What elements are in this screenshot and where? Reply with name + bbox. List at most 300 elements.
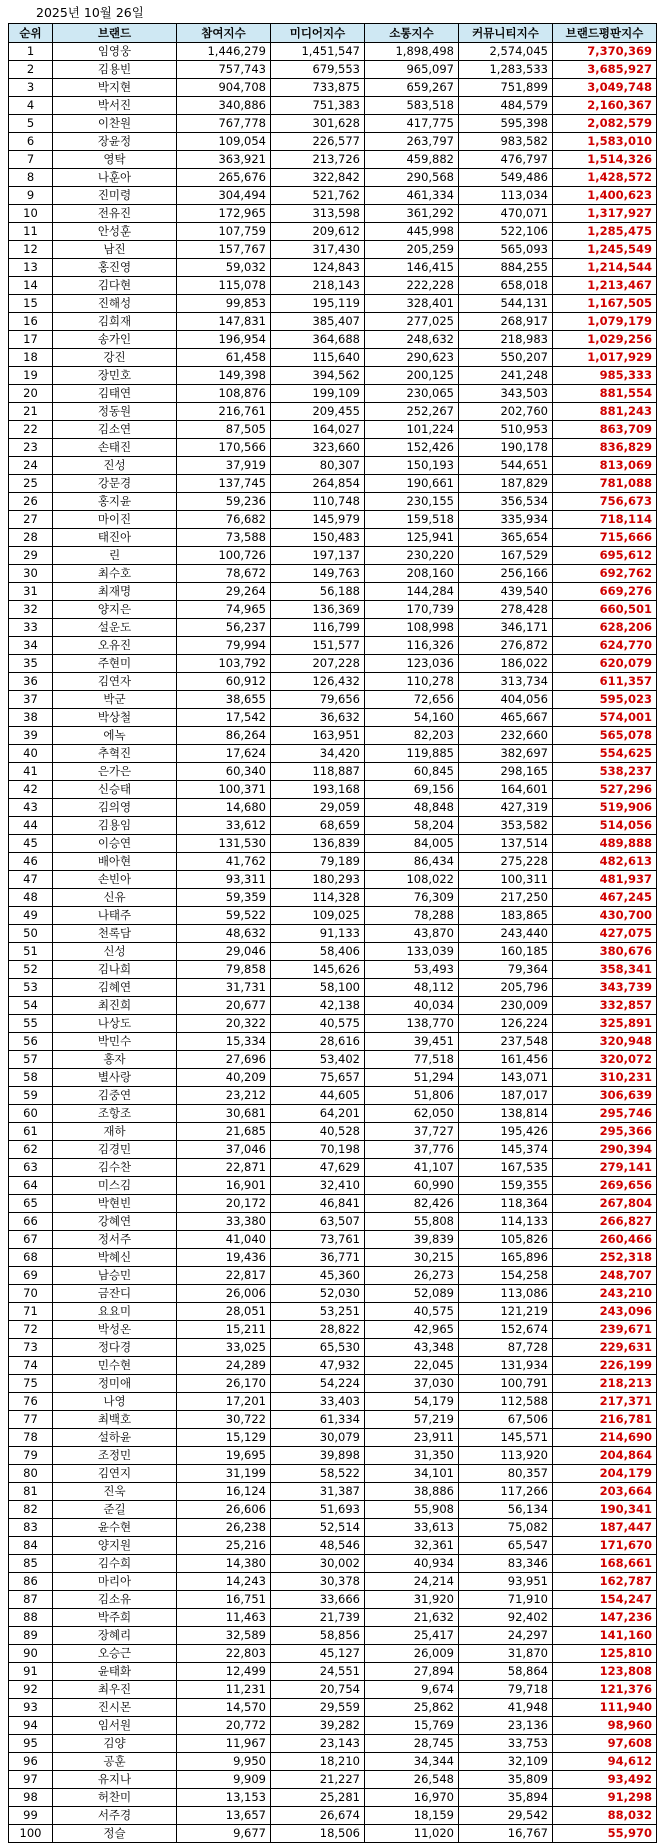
communication-cell: 26,009 bbox=[365, 1645, 459, 1663]
media-cell: 21,227 bbox=[271, 1771, 365, 1789]
participation-cell: 30,722 bbox=[177, 1411, 271, 1429]
communication-cell: 119,885 bbox=[365, 745, 459, 763]
rank-cell: 100 bbox=[9, 1825, 53, 1843]
reputation-cell: 91,298 bbox=[553, 1789, 657, 1807]
reputation-cell: 1,029,256 bbox=[553, 331, 657, 349]
reputation-cell: 718,114 bbox=[553, 511, 657, 529]
reputation-cell: 1,400,623 bbox=[553, 187, 657, 205]
communication-cell: 125,941 bbox=[365, 529, 459, 547]
media-cell: 32,410 bbox=[271, 1177, 365, 1195]
communication-cell: 37,776 bbox=[365, 1141, 459, 1159]
community-cell: 112,588 bbox=[459, 1393, 553, 1411]
rank-cell: 41 bbox=[9, 763, 53, 781]
reputation-cell: 162,787 bbox=[553, 1573, 657, 1591]
participation-cell: 21,685 bbox=[177, 1123, 271, 1141]
community-cell: 484,579 bbox=[459, 97, 553, 115]
table-row bbox=[9, 673, 657, 691]
media-cell: 213,726 bbox=[271, 151, 365, 169]
brand-cell: 나상도 bbox=[53, 1015, 177, 1033]
table-row bbox=[9, 1447, 657, 1465]
community-cell: 79,718 bbox=[459, 1681, 553, 1699]
participation-cell: 20,172 bbox=[177, 1195, 271, 1213]
brand-cell: 홍진영 bbox=[53, 259, 177, 277]
community-cell: 439,540 bbox=[459, 583, 553, 601]
communication-cell: 48,848 bbox=[365, 799, 459, 817]
communication-cell: 82,426 bbox=[365, 1195, 459, 1213]
community-cell: 29,542 bbox=[459, 1807, 553, 1825]
brand-cell: 진미령 bbox=[53, 187, 177, 205]
communication-cell: 54,179 bbox=[365, 1393, 459, 1411]
rank-cell: 64 bbox=[9, 1177, 53, 1195]
community-cell: 114,133 bbox=[459, 1213, 553, 1231]
rank-cell: 1 bbox=[9, 43, 53, 61]
table-row bbox=[9, 997, 657, 1015]
community-cell: 113,086 bbox=[459, 1285, 553, 1303]
media-cell: 25,281 bbox=[271, 1789, 365, 1807]
communication-cell: 37,030 bbox=[365, 1375, 459, 1393]
rank-cell: 87 bbox=[9, 1591, 53, 1609]
community-cell: 470,071 bbox=[459, 205, 553, 223]
communication-cell: 965,097 bbox=[365, 61, 459, 79]
media-cell: 209,612 bbox=[271, 223, 365, 241]
participation-cell: 14,380 bbox=[177, 1555, 271, 1573]
rank-cell: 95 bbox=[9, 1735, 53, 1753]
community-cell: 202,760 bbox=[459, 403, 553, 421]
participation-cell: 79,858 bbox=[177, 961, 271, 979]
rank-cell: 31 bbox=[9, 583, 53, 601]
reputation-cell: 125,810 bbox=[553, 1645, 657, 1663]
participation-cell: 99,853 bbox=[177, 295, 271, 313]
brand-cell: 김수찬 bbox=[53, 1159, 177, 1177]
brand-cell: 신승태 bbox=[53, 781, 177, 799]
table-row bbox=[9, 205, 657, 223]
brand-cell: 정슬 bbox=[53, 1825, 177, 1843]
community-cell: 595,398 bbox=[459, 115, 553, 133]
rank-cell: 3 bbox=[9, 79, 53, 97]
media-cell: 52,514 bbox=[271, 1519, 365, 1537]
communication-cell: 110,278 bbox=[365, 673, 459, 691]
participation-cell: 16,901 bbox=[177, 1177, 271, 1195]
rank-cell: 14 bbox=[9, 277, 53, 295]
brand-cell: 이승연 bbox=[53, 835, 177, 853]
reputation-cell: 111,940 bbox=[553, 1699, 657, 1717]
brand-cell: 전유진 bbox=[53, 205, 177, 223]
header-reputation: 브랜드평판지수 bbox=[553, 24, 657, 43]
community-cell: 510,953 bbox=[459, 421, 553, 439]
header-brand: 브랜드 bbox=[53, 24, 177, 43]
communication-cell: 25,417 bbox=[365, 1627, 459, 1645]
rank-cell: 81 bbox=[9, 1483, 53, 1501]
community-cell: 113,920 bbox=[459, 1447, 553, 1465]
table-row bbox=[9, 1789, 657, 1807]
rank-cell: 97 bbox=[9, 1771, 53, 1789]
table-row bbox=[9, 79, 657, 97]
reputation-cell: 514,056 bbox=[553, 817, 657, 835]
communication-cell: 18,159 bbox=[365, 1807, 459, 1825]
media-cell: 47,932 bbox=[271, 1357, 365, 1375]
reputation-cell: 881,554 bbox=[553, 385, 657, 403]
table-row bbox=[9, 1051, 657, 1069]
communication-cell: 583,518 bbox=[365, 97, 459, 115]
participation-cell: 108,876 bbox=[177, 385, 271, 403]
media-cell: 30,079 bbox=[271, 1429, 365, 1447]
community-cell: 160,185 bbox=[459, 943, 553, 961]
reputation-cell: 489,888 bbox=[553, 835, 657, 853]
participation-cell: 9,677 bbox=[177, 1825, 271, 1843]
table-row bbox=[9, 115, 657, 133]
media-cell: 751,383 bbox=[271, 97, 365, 115]
communication-cell: 21,632 bbox=[365, 1609, 459, 1627]
communication-cell: 328,401 bbox=[365, 295, 459, 313]
reputation-cell: 295,746 bbox=[553, 1105, 657, 1123]
table-row bbox=[9, 403, 657, 421]
table-row bbox=[9, 1591, 657, 1609]
brand-cell: 진성 bbox=[53, 457, 177, 475]
participation-cell: 1,446,279 bbox=[177, 43, 271, 61]
table-row bbox=[9, 1501, 657, 1519]
rank-cell: 37 bbox=[9, 691, 53, 709]
communication-cell: 58,204 bbox=[365, 817, 459, 835]
brand-cell: 추혁진 bbox=[53, 745, 177, 763]
community-cell: 476,797 bbox=[459, 151, 553, 169]
brand-cell: 조정민 bbox=[53, 1447, 177, 1465]
media-cell: 36,771 bbox=[271, 1249, 365, 1267]
reputation-cell: 624,770 bbox=[553, 637, 657, 655]
reputation-cell: 147,236 bbox=[553, 1609, 657, 1627]
communication-cell: 41,107 bbox=[365, 1159, 459, 1177]
table-row bbox=[9, 457, 657, 475]
rank-cell: 17 bbox=[9, 331, 53, 349]
media-cell: 56,188 bbox=[271, 583, 365, 601]
reputation-cell: 985,333 bbox=[553, 367, 657, 385]
communication-cell: 277,025 bbox=[365, 313, 459, 331]
community-cell: 67,506 bbox=[459, 1411, 553, 1429]
communication-cell: 33,613 bbox=[365, 1519, 459, 1537]
table-row bbox=[9, 1069, 657, 1087]
participation-cell: 103,792 bbox=[177, 655, 271, 673]
media-cell: 733,875 bbox=[271, 79, 365, 97]
participation-cell: 265,676 bbox=[177, 169, 271, 187]
media-cell: 136,839 bbox=[271, 835, 365, 853]
reputation-cell: 380,676 bbox=[553, 943, 657, 961]
communication-cell: 27,894 bbox=[365, 1663, 459, 1681]
communication-cell: 16,970 bbox=[365, 1789, 459, 1807]
table-row bbox=[9, 637, 657, 655]
rank-cell: 29 bbox=[9, 547, 53, 565]
participation-cell: 59,032 bbox=[177, 259, 271, 277]
communication-cell: 1,898,498 bbox=[365, 43, 459, 61]
rank-cell: 19 bbox=[9, 367, 53, 385]
reputation-cell: 88,032 bbox=[553, 1807, 657, 1825]
reputation-cell: 660,501 bbox=[553, 601, 657, 619]
brand-cell: 금잔디 bbox=[53, 1285, 177, 1303]
participation-cell: 26,238 bbox=[177, 1519, 271, 1537]
brand-cell: 주현미 bbox=[53, 655, 177, 673]
participation-cell: 131,530 bbox=[177, 835, 271, 853]
brand-cell: 임서원 bbox=[53, 1717, 177, 1735]
brand-cell: 남진 bbox=[53, 241, 177, 259]
rank-cell: 40 bbox=[9, 745, 53, 763]
media-cell: 70,198 bbox=[271, 1141, 365, 1159]
brand-cell: 박혜신 bbox=[53, 1249, 177, 1267]
table-row bbox=[9, 1339, 657, 1357]
community-cell: 126,224 bbox=[459, 1015, 553, 1033]
brand-cell: 태진아 bbox=[53, 529, 177, 547]
communication-cell: 48,112 bbox=[365, 979, 459, 997]
rank-cell: 46 bbox=[9, 853, 53, 871]
header-media: 미디어지수 bbox=[271, 24, 365, 43]
table-row bbox=[9, 583, 657, 601]
media-cell: 61,334 bbox=[271, 1411, 365, 1429]
reputation-cell: 715,666 bbox=[553, 529, 657, 547]
reputation-cell: 187,447 bbox=[553, 1519, 657, 1537]
table-row bbox=[9, 1033, 657, 1051]
rank-cell: 34 bbox=[9, 637, 53, 655]
table-row bbox=[9, 1159, 657, 1177]
reputation-cell: 226,199 bbox=[553, 1357, 657, 1375]
community-cell: 41,948 bbox=[459, 1699, 553, 1717]
rank-cell: 4 bbox=[9, 97, 53, 115]
participation-cell: 14,570 bbox=[177, 1699, 271, 1717]
participation-cell: 11,967 bbox=[177, 1735, 271, 1753]
participation-cell: 86,264 bbox=[177, 727, 271, 745]
media-cell: 323,660 bbox=[271, 439, 365, 457]
table-row bbox=[9, 835, 657, 853]
participation-cell: 56,237 bbox=[177, 619, 271, 637]
community-cell: 187,829 bbox=[459, 475, 553, 493]
rank-cell: 58 bbox=[9, 1069, 53, 1087]
rank-cell: 73 bbox=[9, 1339, 53, 1357]
communication-cell: 51,294 bbox=[365, 1069, 459, 1087]
community-cell: 186,022 bbox=[459, 655, 553, 673]
participation-cell: 60,340 bbox=[177, 763, 271, 781]
rank-cell: 74 bbox=[9, 1357, 53, 1375]
media-cell: 114,328 bbox=[271, 889, 365, 907]
table-row bbox=[9, 1321, 657, 1339]
participation-cell: 37,919 bbox=[177, 457, 271, 475]
rank-cell: 5 bbox=[9, 115, 53, 133]
community-cell: 58,864 bbox=[459, 1663, 553, 1681]
community-cell: 549,486 bbox=[459, 169, 553, 187]
community-cell: 237,548 bbox=[459, 1033, 553, 1051]
reputation-cell: 1,167,505 bbox=[553, 295, 657, 313]
communication-cell: 34,101 bbox=[365, 1465, 459, 1483]
reputation-cell: 2,160,367 bbox=[553, 97, 657, 115]
table-row bbox=[9, 943, 657, 961]
participation-cell: 157,767 bbox=[177, 241, 271, 259]
media-cell: 58,406 bbox=[271, 943, 365, 961]
community-cell: 278,428 bbox=[459, 601, 553, 619]
table-row bbox=[9, 799, 657, 817]
media-cell: 521,762 bbox=[271, 187, 365, 205]
brand-cell: 김혜연 bbox=[53, 979, 177, 997]
participation-cell: 20,322 bbox=[177, 1015, 271, 1033]
communication-cell: 55,808 bbox=[365, 1213, 459, 1231]
participation-cell: 22,803 bbox=[177, 1645, 271, 1663]
community-cell: 121,219 bbox=[459, 1303, 553, 1321]
communication-cell: 208,160 bbox=[365, 565, 459, 583]
rank-cell: 13 bbox=[9, 259, 53, 277]
community-cell: 232,660 bbox=[459, 727, 553, 745]
media-cell: 110,748 bbox=[271, 493, 365, 511]
participation-cell: 76,682 bbox=[177, 511, 271, 529]
reputation-cell: 1,079,179 bbox=[553, 313, 657, 331]
media-cell: 301,628 bbox=[271, 115, 365, 133]
participation-cell: 16,124 bbox=[177, 1483, 271, 1501]
media-cell: 36,632 bbox=[271, 709, 365, 727]
brand-reputation-table bbox=[8, 23, 657, 1843]
table-row bbox=[9, 169, 657, 187]
communication-cell: 230,220 bbox=[365, 547, 459, 565]
communication-cell: 31,920 bbox=[365, 1591, 459, 1609]
media-cell: 40,575 bbox=[271, 1015, 365, 1033]
table-row bbox=[9, 493, 657, 511]
community-cell: 365,654 bbox=[459, 529, 553, 547]
reputation-cell: 204,179 bbox=[553, 1465, 657, 1483]
communication-cell: 138,770 bbox=[365, 1015, 459, 1033]
table-row bbox=[9, 1645, 657, 1663]
rank-cell: 77 bbox=[9, 1411, 53, 1429]
rank-cell: 25 bbox=[9, 475, 53, 493]
header-community: 커뮤니티지수 bbox=[459, 24, 553, 43]
media-cell: 209,455 bbox=[271, 403, 365, 421]
communication-cell: 57,219 bbox=[365, 1411, 459, 1429]
table-row bbox=[9, 439, 657, 457]
communication-cell: 26,273 bbox=[365, 1267, 459, 1285]
rank-cell: 16 bbox=[9, 313, 53, 331]
report-date: 2025년 10월 26일 bbox=[36, 5, 144, 20]
participation-cell: 22,871 bbox=[177, 1159, 271, 1177]
media-cell: 33,403 bbox=[271, 1393, 365, 1411]
reputation-cell: 320,072 bbox=[553, 1051, 657, 1069]
brand-cell: 김소유 bbox=[53, 1591, 177, 1609]
table-row bbox=[9, 475, 657, 493]
media-cell: 226,577 bbox=[271, 133, 365, 151]
brand-cell: 공훈 bbox=[53, 1753, 177, 1771]
media-cell: 39,282 bbox=[271, 1717, 365, 1735]
table-row bbox=[9, 1195, 657, 1213]
community-cell: 100,791 bbox=[459, 1375, 553, 1393]
media-cell: 18,210 bbox=[271, 1753, 365, 1771]
rank-cell: 18 bbox=[9, 349, 53, 367]
communication-cell: 230,065 bbox=[365, 385, 459, 403]
media-cell: 164,027 bbox=[271, 421, 365, 439]
participation-cell: 137,745 bbox=[177, 475, 271, 493]
header-participation: 참여지수 bbox=[177, 24, 271, 43]
reputation-cell: 692,762 bbox=[553, 565, 657, 583]
reputation-cell: 756,673 bbox=[553, 493, 657, 511]
media-cell: 1,451,547 bbox=[271, 43, 365, 61]
communication-cell: 290,568 bbox=[365, 169, 459, 187]
participation-cell: 904,708 bbox=[177, 79, 271, 97]
rank-cell: 63 bbox=[9, 1159, 53, 1177]
participation-cell: 147,831 bbox=[177, 313, 271, 331]
media-cell: 28,822 bbox=[271, 1321, 365, 1339]
reputation-cell: 260,466 bbox=[553, 1231, 657, 1249]
rank-cell: 11 bbox=[9, 223, 53, 241]
communication-cell: 60,845 bbox=[365, 763, 459, 781]
community-cell: 190,178 bbox=[459, 439, 553, 457]
communication-cell: 86,434 bbox=[365, 853, 459, 871]
header-communication: 소통지수 bbox=[365, 24, 459, 43]
participation-cell: 196,954 bbox=[177, 331, 271, 349]
reputation-cell: 248,707 bbox=[553, 1267, 657, 1285]
communication-cell: 230,155 bbox=[365, 493, 459, 511]
reputation-cell: 1,285,475 bbox=[553, 223, 657, 241]
participation-cell: 14,680 bbox=[177, 799, 271, 817]
brand-cell: 장혜리 bbox=[53, 1627, 177, 1645]
brand-cell: 민수현 bbox=[53, 1357, 177, 1375]
communication-cell: 116,326 bbox=[365, 637, 459, 655]
table-row bbox=[9, 1285, 657, 1303]
rank-cell: 59 bbox=[9, 1087, 53, 1105]
reputation-cell: 781,088 bbox=[553, 475, 657, 493]
community-cell: 33,753 bbox=[459, 1735, 553, 1753]
communication-cell: 22,045 bbox=[365, 1357, 459, 1375]
rank-cell: 61 bbox=[9, 1123, 53, 1141]
rank-cell: 96 bbox=[9, 1753, 53, 1771]
media-cell: 28,616 bbox=[271, 1033, 365, 1051]
rank-cell: 30 bbox=[9, 565, 53, 583]
rank-cell: 60 bbox=[9, 1105, 53, 1123]
community-cell: 113,034 bbox=[459, 187, 553, 205]
reputation-cell: 310,231 bbox=[553, 1069, 657, 1087]
table-body bbox=[9, 43, 657, 1843]
community-cell: 187,017 bbox=[459, 1087, 553, 1105]
brand-cell: 설운도 bbox=[53, 619, 177, 637]
participation-cell: 59,236 bbox=[177, 493, 271, 511]
communication-cell: 24,214 bbox=[365, 1573, 459, 1591]
media-cell: 145,979 bbox=[271, 511, 365, 529]
reputation-cell: 1,583,010 bbox=[553, 133, 657, 151]
media-cell: 136,369 bbox=[271, 601, 365, 619]
communication-cell: 15,769 bbox=[365, 1717, 459, 1735]
communication-cell: 82,203 bbox=[365, 727, 459, 745]
communication-cell: 263,797 bbox=[365, 133, 459, 151]
brand-cell: 강혜연 bbox=[53, 1213, 177, 1231]
community-cell: 658,018 bbox=[459, 277, 553, 295]
communication-cell: 123,036 bbox=[365, 655, 459, 673]
media-cell: 58,100 bbox=[271, 979, 365, 997]
community-cell: 167,529 bbox=[459, 547, 553, 565]
rank-cell: 99 bbox=[9, 1807, 53, 1825]
table-row bbox=[9, 889, 657, 907]
rank-cell: 9 bbox=[9, 187, 53, 205]
reputation-cell: 98,960 bbox=[553, 1717, 657, 1735]
brand-cell: 서주경 bbox=[53, 1807, 177, 1825]
community-cell: 256,166 bbox=[459, 565, 553, 583]
community-cell: 218,983 bbox=[459, 331, 553, 349]
rank-cell: 50 bbox=[9, 925, 53, 943]
community-cell: 884,255 bbox=[459, 259, 553, 277]
reputation-cell: 94,612 bbox=[553, 1753, 657, 1771]
community-cell: 117,266 bbox=[459, 1483, 553, 1501]
community-cell: 230,009 bbox=[459, 997, 553, 1015]
participation-cell: 363,921 bbox=[177, 151, 271, 169]
table-row bbox=[9, 1357, 657, 1375]
table-row bbox=[9, 97, 657, 115]
participation-cell: 41,040 bbox=[177, 1231, 271, 1249]
header-rank: 순위 bbox=[9, 24, 53, 43]
community-cell: 56,134 bbox=[459, 1501, 553, 1519]
reputation-cell: 620,079 bbox=[553, 655, 657, 673]
media-cell: 26,674 bbox=[271, 1807, 365, 1825]
media-cell: 79,189 bbox=[271, 853, 365, 871]
participation-cell: 15,129 bbox=[177, 1429, 271, 1447]
reputation-cell: 320,948 bbox=[553, 1033, 657, 1051]
community-cell: 205,796 bbox=[459, 979, 553, 997]
table-row bbox=[9, 1609, 657, 1627]
